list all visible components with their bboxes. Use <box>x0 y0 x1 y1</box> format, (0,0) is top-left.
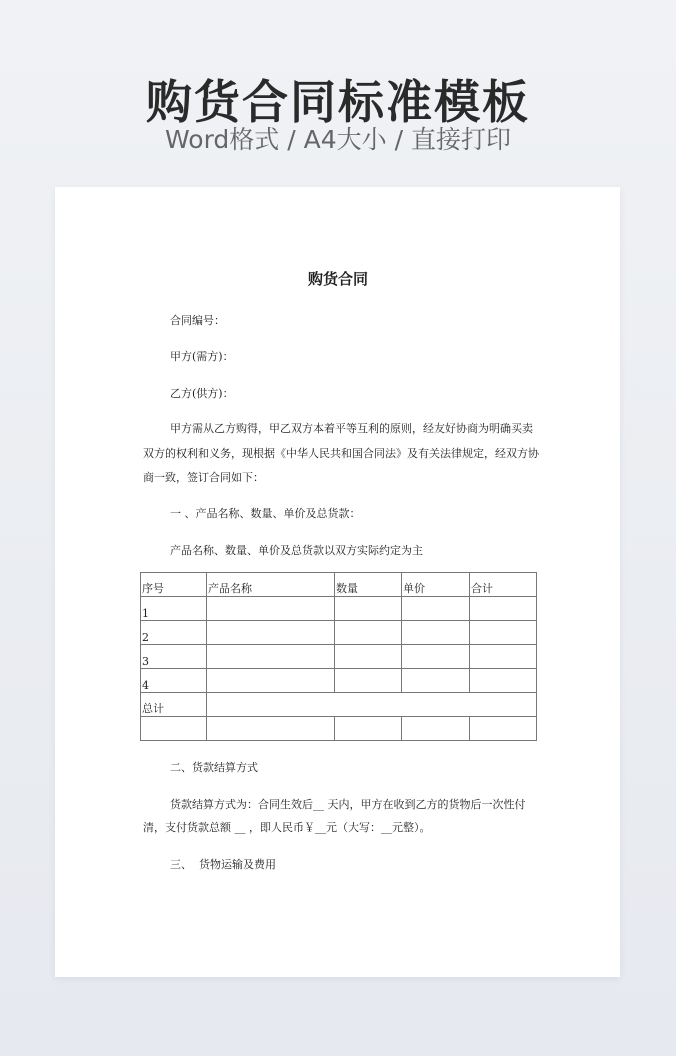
intro-line: 商一致，签订合同如下： <box>143 471 264 484</box>
row-number: 4 <box>141 669 207 693</box>
page-title: 购货合同标准模板 <box>146 75 530 129</box>
header-cell: 数量 <box>335 573 402 597</box>
party-b: 乙方(供方)： <box>170 387 234 400</box>
total-label: 总计 <box>141 693 207 717</box>
table-cell <box>335 597 402 621</box>
table-row <box>141 645 537 669</box>
table-cell <box>141 717 207 741</box>
table-cell <box>402 717 470 741</box>
header-cell: 序号 <box>141 573 207 597</box>
table-cell <box>402 645 470 669</box>
table-row <box>141 669 537 693</box>
row-number: 3 <box>141 645 207 669</box>
header-cell: 产品名称 <box>207 573 335 597</box>
table-row <box>141 717 537 741</box>
row-number: 1 <box>141 597 207 621</box>
doc-title: 购货合同 <box>307 270 368 288</box>
table-cell <box>470 645 537 669</box>
row-number: 2 <box>141 621 207 645</box>
section-3-heading: 三、 货物运输及费用 <box>170 858 276 871</box>
table-cell <box>207 621 335 645</box>
table-cell <box>207 717 335 741</box>
table-cell <box>207 669 335 693</box>
table-cell <box>335 717 402 741</box>
section-2-line: 货款结算方式为：合同生效后__ 天内，甲方在收到乙方的货物后一次性付 <box>170 798 526 811</box>
header-cell: 单价 <box>402 573 470 597</box>
table-cell <box>207 645 335 669</box>
section-2-heading: 二、货款结算方式 <box>170 761 258 774</box>
table-cell <box>402 669 470 693</box>
contract-number: 合同编号： <box>170 314 225 327</box>
header-cell: 合计 <box>470 573 537 597</box>
section-1-text: 产品名称、数量、单价及总货款以双方实际约定为主 <box>170 544 423 557</box>
table-cell <box>470 621 537 645</box>
party-a: 甲方(需方)： <box>170 350 234 363</box>
total-cell <box>207 693 537 717</box>
table-cell <box>470 717 537 741</box>
table-cell <box>402 621 470 645</box>
table-cell <box>402 597 470 621</box>
table-cell <box>470 597 537 621</box>
intro-line: 双方的权利和义务，现根据《中华人民共和国合同法》及有关法律规定，经双方协 <box>143 447 539 460</box>
table-cell <box>335 645 402 669</box>
table-cell <box>335 621 402 645</box>
table-cell <box>470 669 537 693</box>
table-cell <box>335 669 402 693</box>
section-2-line: 清，支付货款总额 __ ，即人民币￥__元（大写：__元整）。 <box>143 821 431 834</box>
section-1-heading: 一 、产品名称、数量、单价及总货款： <box>170 507 361 520</box>
table-cell <box>207 597 335 621</box>
product-table <box>140 572 537 741</box>
intro-line: 甲方需从乙方购得，甲乙双方本着平等互利的原则，经友好协商为明确买卖 <box>170 422 533 435</box>
total-row <box>141 693 537 717</box>
table-row <box>141 621 537 645</box>
page-subtitle: Word格式 / A4大小 / 直接打印 <box>165 125 511 154</box>
table-header-row <box>141 573 537 597</box>
table-row <box>141 597 537 621</box>
